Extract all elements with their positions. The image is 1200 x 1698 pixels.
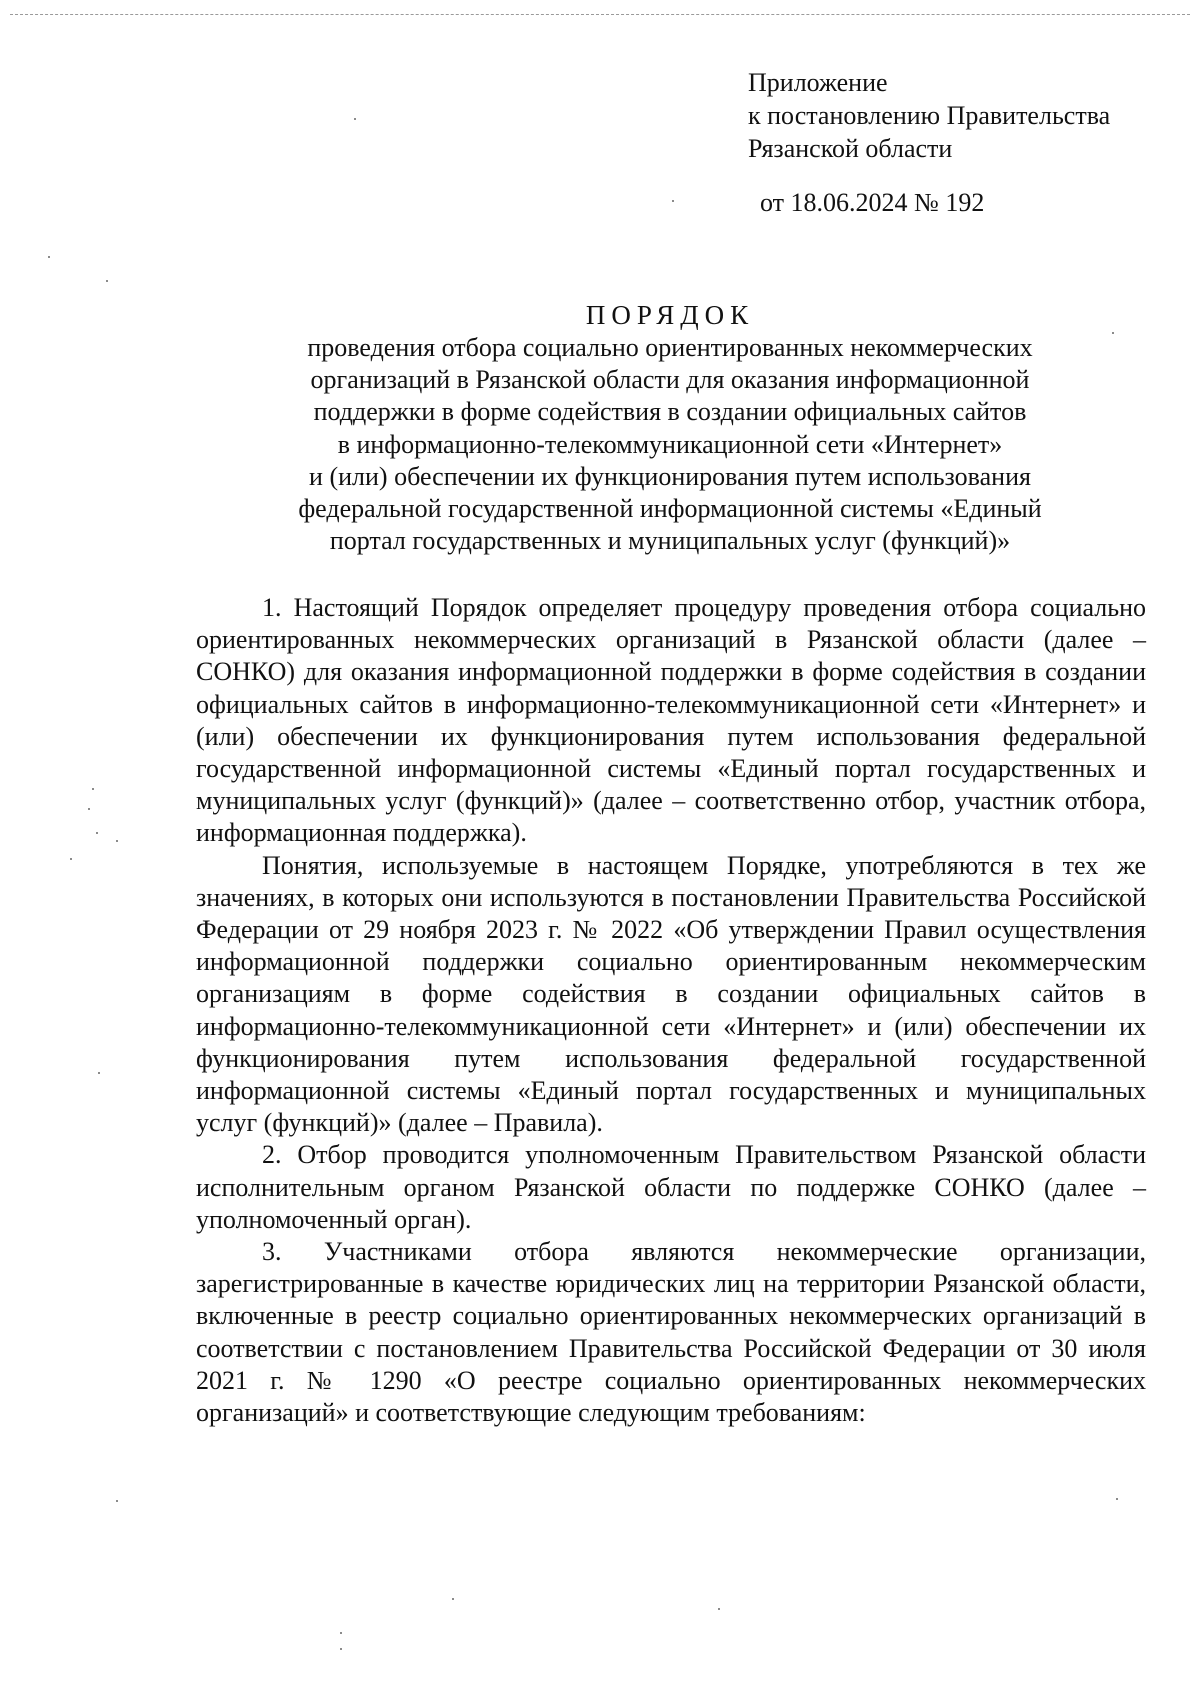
appendix-line-1: Приложение [748,68,888,97]
document-body [196,592,1146,1429]
scan-speck [98,1072,100,1074]
subtitle-line: портал государственных и муниципальных услуг (функций)» [329,526,1011,556]
subtitle-line: организаций в Рязанской области для оказания информационной [310,365,1030,395]
scan-speck [340,1648,342,1650]
document-subtitle [240,332,1100,557]
appendix-date: от 18.06.2024 № 192 [760,188,985,217]
subtitle-line: проведения отбора социально ориентированных некоммерческих [307,333,1033,362]
subtitle-line: в информационно-телекоммуникационной сети «Интернет» [337,429,1003,459]
paragraph-3: 3. Участниками отбора являются некоммерческие организации, зарегистрированные в качестве юридических лиц на территории Рязанской области, включенные в реестр социально ориентированных некоммерческих организаций в соответствии с постановлением Правительства Российской Федерации от 30 июля 2021 г. № 1290 «О реестре социально ориентированных некоммерческих организаций» и соответствующие следующим требованиям: [196,1237,1146,1428]
scan-speck [672,200,674,202]
scan-speck [116,1500,118,1502]
scan-speck [88,808,90,810]
appendix-block [748,66,1110,165]
scan-edge-line [10,14,1190,15]
scan-speck [452,1598,454,1600]
paragraph-1: 1. Настоящий Порядок определяет процедуру проведения отбора социально ориентированных некоммерческих организаций в Рязанской области (далее – СОНКО) для оказания информационной поддержки в форме содействия в создании официальных сайтов в информационно-телекоммуникационной сети «Интернет» и (или) обеспечении их функционирования путем использования федеральной государственной информационной системы «Единый портал государственных и муниципальных услуг (функций)» (далее – соответственно отбор, участник отбора, информационная поддержка). [196,593,1146,848]
scan-speck [1112,332,1114,334]
scan-speck [340,1632,342,1634]
scan-speck [1116,1498,1118,1500]
paragraph-definitions: Понятия, используемые в настоящем Порядке, употребляются в тех же значениях, в которых они используются в постановлении Правительства Российской Федерации от 29 ноября 2023 г. № 2022 «Об утверждении Правил осуществления информационной поддержки социально ориентированным некоммерческим организациям в форме содействия в создании официальных сайтов в информационно-телекоммуникационной сети «Интернет» и (или) обеспечении их функционирования путем использования федеральной государственной информационной системы «Единый портал государственных и муниципальных услуг (функций)» (далее – Правила). [196,850,1146,1138]
scan-speck [718,1608,720,1610]
subtitle-line: и (или) обеспечении их функционирования путем использования [309,461,1031,491]
scan-speck [92,788,94,790]
scan-speck [116,840,118,842]
subtitle-line: поддержки в форме содействия в создании официальных сайтов [313,397,1027,427]
scan-speck [70,858,72,860]
appendix-line-3: Рязанской области [748,134,953,163]
subtitle-line: федеральной государственной информационной системы «Единый [298,494,1042,524]
scan-speck [106,280,108,282]
scan-speck [96,832,98,834]
paragraph-2: 2. Отбор проводится уполномоченным Правительством Рязанской области исполнительным органом Рязанской области по поддержке СОНКО (далее – уполномоченный орган). [196,1140,1146,1234]
scan-speck [48,256,50,258]
appendix-line-2: к постановлению Правительства [748,101,1111,130]
document-title: ПОРЯДОК [585,300,755,330]
scan-speck [354,118,356,120]
